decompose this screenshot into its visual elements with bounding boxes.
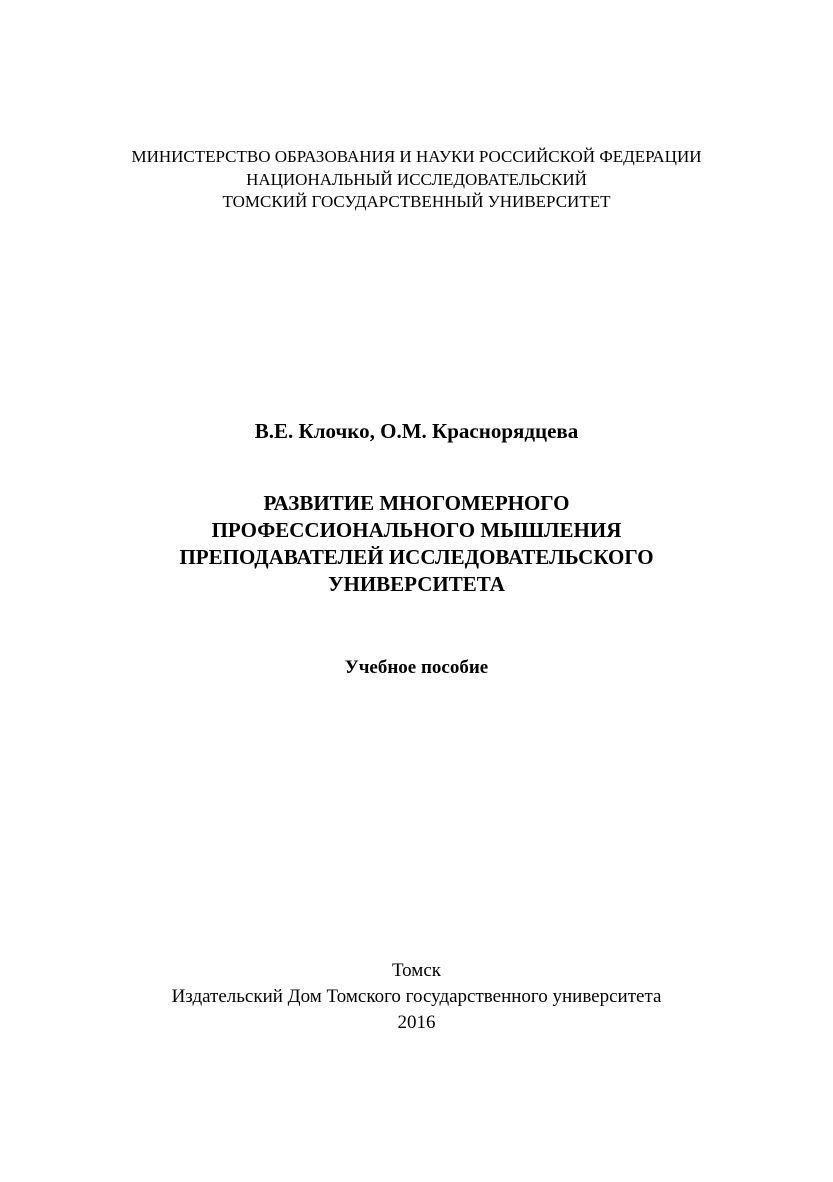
imprint-publisher: Издательский Дом Томского государственного университета [171,986,662,1007]
book-title [0,490,833,598]
authors: В.Е. Клочко, О.М. Краснорядцева [254,419,579,443]
imprint-city: Томск [391,960,441,981]
organization-line: НАЦИОНАЛЬНЫЙ ИССЛЕДОВАТЕЛЬСКИЙ [246,169,587,189]
imprint-year: 2016 [397,1012,436,1033]
book-subtitle: Учебное пособие [344,657,489,678]
title-line: ПРОФЕССИОНАЛЬНОГО МЫШЛЕНИЯ [211,518,622,542]
title-line: УНИВЕРСИТЕТА [328,572,505,596]
organization-line: ТОМСКИЙ ГОСУДАРСТВЕННЫЙ УНИВЕРСИТЕТ [222,192,611,211]
organization-header [0,146,833,214]
imprint [0,958,833,1036]
title-line: РАЗВИТИЕ МНОГОМЕРНОГО [263,491,570,515]
organization-line: МИНИСТЕРСТВО ОБРАЗОВАНИЯ И НАУКИ РОССИЙСКОЙ ФЕДЕРАЦИИ [131,147,702,166]
title-line: ПРЕПОДАВАТЕЛЕЙ ИССЛЕДОВАТЕЛЬСКОГО [179,545,654,569]
